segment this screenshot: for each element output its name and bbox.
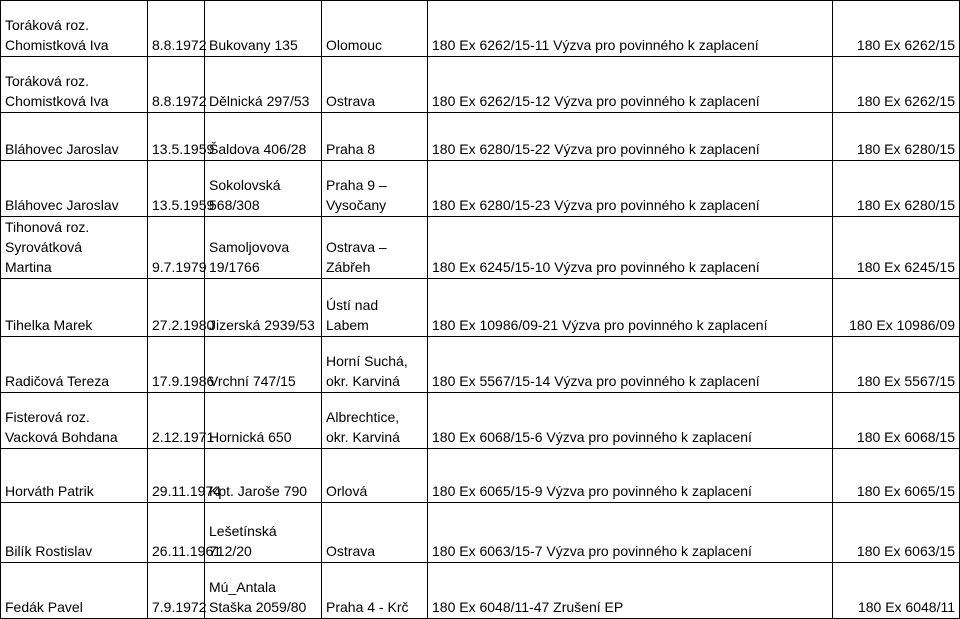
city-cell-line: Horní Suchá, bbox=[326, 353, 408, 369]
file-number-cell-text: 180 Ex 6065/15 bbox=[856, 483, 955, 499]
birth-date-cell-text: 26.11.1961 bbox=[152, 543, 222, 559]
city-cell-line: Ostrava bbox=[326, 93, 376, 109]
address-cell-line: Dělnická 297/53 bbox=[209, 93, 310, 109]
action-cell bbox=[428, 503, 833, 563]
file-number-cell-text: 180 Ex 6280/15 bbox=[856, 141, 955, 157]
birth-date-cell bbox=[148, 337, 215, 393]
city-cell-line: Praha 8 bbox=[326, 141, 376, 157]
birth-date-cell bbox=[148, 161, 215, 217]
table-row bbox=[1, 57, 960, 113]
birth-date-cell bbox=[148, 217, 205, 279]
name-cell-line: Bláhovec Jaroslav bbox=[5, 141, 119, 157]
birth-date-cell-text: 17.9.1986 bbox=[152, 373, 215, 389]
action-cell bbox=[428, 393, 833, 449]
address-cell-line: 712/20 bbox=[209, 543, 252, 559]
action-cell-text: 180 Ex 5567/15-14 Výzva pro povinného k zaplacení bbox=[432, 373, 760, 389]
action-cell-text: 180 Ex 6068/15-6 Výzva pro povinného k zaplacení bbox=[432, 429, 752, 445]
name-cell-line: Syrovátková bbox=[5, 239, 83, 255]
name-cell bbox=[1, 563, 148, 619]
action-cell bbox=[428, 563, 833, 619]
city-cell-line: Vysočany bbox=[326, 197, 387, 213]
birth-date-cell bbox=[148, 57, 205, 113]
name-cell-line: Fedák Pavel bbox=[5, 599, 83, 615]
action-cell-text: 180 Ex 6280/15-22 Výzva pro povinného k zaplacení bbox=[432, 141, 760, 157]
file-number-cell-text: 180 Ex 5567/15 bbox=[856, 373, 955, 389]
file-number-cell bbox=[833, 1, 960, 57]
address-cell bbox=[205, 449, 322, 503]
city-cell-line: Albrechtice, bbox=[326, 409, 400, 425]
file-number-cell bbox=[833, 57, 960, 113]
name-cell bbox=[1, 393, 148, 449]
birth-date-cell-text: 8.8.1972 bbox=[152, 93, 207, 109]
city-cell-line: Zábřeh bbox=[326, 259, 371, 275]
address-cell-line: Jizerská 2939/53 bbox=[209, 317, 315, 333]
table-body bbox=[1, 1, 960, 619]
city-cell bbox=[322, 57, 428, 113]
address-cell bbox=[205, 161, 322, 217]
action-cell bbox=[428, 449, 833, 503]
file-number-cell-text: 180 Ex 6245/15 bbox=[856, 259, 955, 275]
city-cell bbox=[322, 1, 428, 57]
action-cell bbox=[428, 279, 833, 337]
address-cell-line: Sokolovská bbox=[209, 177, 281, 193]
file-number-cell bbox=[833, 503, 960, 563]
address-cell bbox=[205, 1, 322, 57]
city-cell-line: Olomouc bbox=[326, 37, 383, 53]
city-cell bbox=[322, 279, 428, 337]
file-number-cell-text: 180 Ex 6262/15 bbox=[856, 93, 955, 109]
name-cell-line: Fisterová roz. bbox=[5, 409, 90, 425]
address-cell bbox=[205, 393, 322, 449]
city-cell bbox=[322, 503, 428, 563]
address-cell-line: 568/308 bbox=[209, 197, 260, 213]
name-cell-line: Martina bbox=[5, 259, 52, 275]
action-cell-text: 180 Ex 6065/15-9 Výzva pro povinného k zaplacení bbox=[432, 483, 752, 499]
file-number-cell bbox=[833, 217, 960, 279]
action-cell bbox=[428, 57, 833, 113]
city-cell bbox=[322, 563, 428, 619]
file-number-cell-text: 180 Ex 6048/11 bbox=[857, 599, 955, 615]
address-cell bbox=[205, 113, 322, 161]
action-cell bbox=[428, 337, 833, 393]
table-row bbox=[1, 113, 960, 161]
name-cell-line: Toráková roz. bbox=[5, 73, 90, 89]
city-cell-line: Ústí nad bbox=[326, 297, 379, 313]
city-cell-line: Ostrava – bbox=[326, 239, 387, 255]
action-cell-text: 180 Ex 6245/15-10 Výzva pro povinného k zaplacení bbox=[432, 259, 760, 275]
name-cell-line: Chomistková Iva bbox=[5, 93, 109, 109]
birth-date-cell-text: 7.9.1972 bbox=[152, 599, 207, 615]
birth-date-cell-text: 27.2.1980 bbox=[152, 317, 215, 333]
action-cell-text: 180 Ex 6280/15-23 Výzva pro povinného k zaplacení bbox=[432, 197, 760, 213]
name-cell-line: Chomistková Iva bbox=[5, 37, 109, 53]
name-cell bbox=[1, 337, 148, 393]
action-cell-text: 180 Ex 6262/15-11 Výzva pro povinného k zaplacení bbox=[432, 37, 759, 53]
birth-date-cell bbox=[148, 449, 222, 503]
action-cell-text: 180 Ex 6063/15-7 Výzva pro povinného k zaplacení bbox=[432, 543, 752, 559]
file-number-cell bbox=[833, 449, 960, 503]
table-row bbox=[1, 161, 960, 217]
table-row bbox=[1, 393, 960, 449]
name-cell bbox=[1, 113, 148, 161]
address-cell bbox=[205, 57, 322, 113]
birth-date-cell bbox=[148, 503, 222, 563]
table-row bbox=[1, 337, 960, 393]
name-cell bbox=[1, 449, 148, 503]
address-cell-line: Lešetínská bbox=[209, 523, 277, 539]
name-cell-line: Horváth Patrik bbox=[5, 483, 94, 499]
address-cell-line: Hornická 650 bbox=[209, 429, 292, 445]
table-row bbox=[1, 217, 960, 279]
file-number-cell-text: 180 Ex 10986/09 bbox=[849, 317, 955, 333]
city-cell bbox=[322, 161, 428, 217]
birth-date-cell-text: 2.12.1971 bbox=[152, 429, 215, 445]
name-cell-line: Tihelka Marek bbox=[5, 317, 93, 333]
address-cell-line: Vrchní 747/15 bbox=[209, 373, 296, 389]
name-cell-line: Vacková Bohdana bbox=[5, 429, 118, 445]
file-number-cell bbox=[833, 337, 960, 393]
action-cell bbox=[428, 217, 833, 279]
birth-date-cell bbox=[148, 1, 205, 57]
birth-date-cell bbox=[148, 279, 215, 337]
city-cell-line: Ostrava bbox=[326, 543, 376, 559]
file-number-cell bbox=[833, 279, 960, 337]
address-cell-line: 19/1766 bbox=[209, 259, 260, 275]
file-number-cell bbox=[833, 161, 960, 217]
city-cell-line: Orlová bbox=[326, 483, 368, 499]
city-cell bbox=[322, 393, 428, 449]
address-cell-line: Šaldova 406/28 bbox=[209, 141, 307, 157]
action-cell bbox=[428, 161, 833, 217]
address-cell bbox=[205, 503, 322, 563]
address-cell-line: Bukovany 135 bbox=[209, 37, 298, 53]
city-cell bbox=[322, 449, 428, 503]
city-cell-line: okr. Karviná bbox=[326, 429, 400, 445]
file-number-cell bbox=[833, 113, 960, 161]
action-cell-text: 180 Ex 6048/11-47 Zrušení EP bbox=[432, 599, 624, 615]
name-cell bbox=[1, 1, 148, 57]
address-cell bbox=[205, 279, 322, 337]
name-cell bbox=[1, 279, 148, 337]
city-cell bbox=[322, 113, 428, 161]
file-number-cell-text: 180 Ex 6280/15 bbox=[856, 197, 955, 213]
city-cell-line: okr. Karviná bbox=[326, 373, 400, 389]
city-cell-line: Labem bbox=[326, 317, 369, 333]
birth-date-cell bbox=[148, 393, 215, 449]
table-row bbox=[1, 449, 960, 503]
address-cell-line: Mú_Antala bbox=[209, 579, 276, 595]
action-cell-text: 180 Ex 10986/09-21 Výzva pro povinného k zaplacení bbox=[432, 317, 768, 333]
address-cell-line: Samoljovova bbox=[209, 239, 290, 255]
table-row bbox=[1, 1, 960, 57]
table-row bbox=[1, 563, 960, 619]
birth-date-cell-text: 29.11.1974 bbox=[152, 483, 222, 499]
city-cell bbox=[322, 217, 428, 279]
name-cell bbox=[1, 217, 148, 279]
action-cell-text: 180 Ex 6262/15-12 Výzva pro povinného k zaplacení bbox=[432, 93, 760, 109]
birth-date-cell-text: 13.5.1959 bbox=[152, 197, 215, 213]
city-cell-line: Praha 9 – bbox=[326, 177, 387, 193]
birth-date-cell-text: 9.7.1979 bbox=[152, 259, 207, 275]
city-cell-line: Praha 4 - Krč bbox=[326, 599, 409, 615]
name-cell bbox=[1, 161, 148, 217]
file-number-cell-text: 180 Ex 6262/15 bbox=[856, 37, 955, 53]
file-number-cell-text: 180 Ex 6063/15 bbox=[856, 543, 955, 559]
name-cell-line: Toráková roz. bbox=[5, 17, 90, 33]
address-cell-line: Staška 2059/80 bbox=[209, 599, 307, 615]
table-row bbox=[1, 279, 960, 337]
birth-date-cell bbox=[148, 113, 215, 161]
file-number-cell bbox=[833, 563, 960, 619]
action-cell bbox=[428, 1, 833, 57]
address-cell bbox=[205, 563, 322, 619]
address-cell bbox=[205, 337, 322, 393]
address-cell-line: Kpt. Jaroše 790 bbox=[209, 483, 308, 499]
name-cell-line: Tihonová roz. bbox=[5, 219, 90, 235]
name-cell-line: Bláhovec Jaroslav bbox=[5, 197, 119, 213]
name-cell-line: Radičová Tereza bbox=[5, 373, 110, 389]
address-cell bbox=[205, 217, 322, 279]
birth-date-cell-text: 13.5.1959 bbox=[152, 141, 215, 157]
file-number-cell bbox=[833, 393, 960, 449]
city-cell bbox=[322, 337, 428, 393]
action-cell bbox=[428, 113, 833, 161]
birth-date-cell bbox=[148, 563, 205, 619]
table-row bbox=[1, 503, 960, 563]
name-cell bbox=[1, 503, 148, 563]
name-cell-line: Bilík Rostislav bbox=[5, 543, 93, 559]
file-number-cell-text: 180 Ex 6068/15 bbox=[856, 429, 955, 445]
birth-date-cell-text: 8.8.1972 bbox=[152, 37, 207, 53]
name-cell bbox=[1, 57, 148, 113]
